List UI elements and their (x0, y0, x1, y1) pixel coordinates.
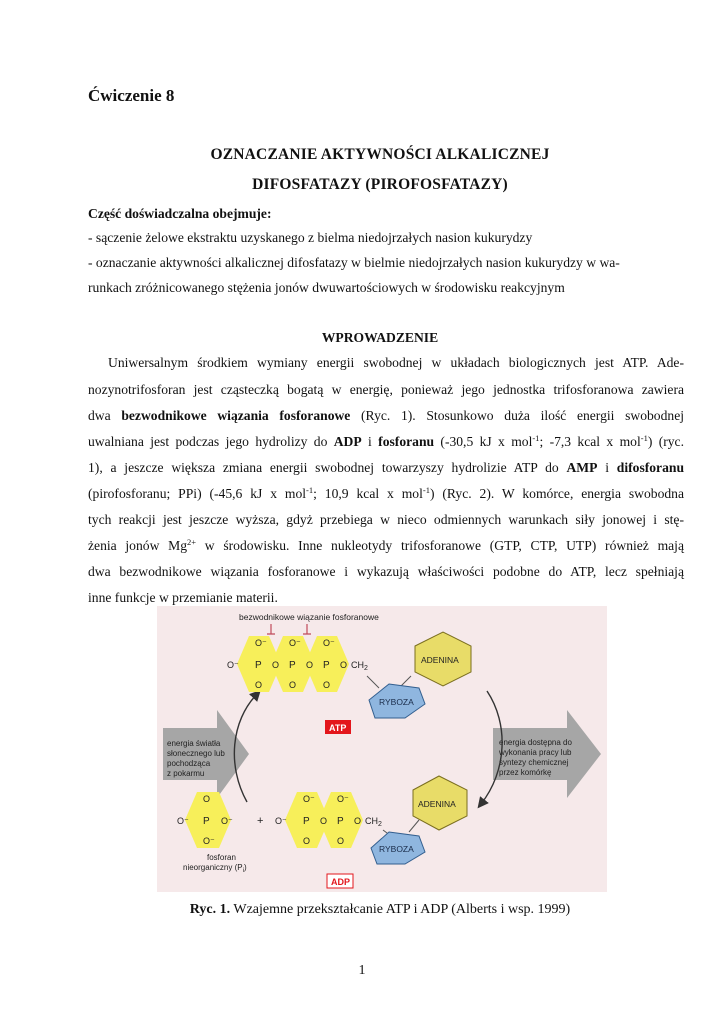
figure-atp-adp (157, 606, 607, 892)
svg-text:CH2: $CH_2$ (365, 816, 382, 828)
phosphate-caption: fosforan nieorganiczny $(P_i)$ (183, 853, 247, 874)
term-anhydride-bonds: bezwodnikowe wiązania fosforanowe (121, 408, 351, 423)
intro-line-6: (pirofosforanu; PPi) (-45,6 kJ x mol$^{-1}$; 10,9 kcal x mol$^{-1}$) (Ryc. 2). W komórce, energia swobodna (88, 485, 684, 501)
svg-text:energia dostępna dowykonania p: energia dostępna do wykonania pracy lub syntezy chemicznej przez komórkę (499, 738, 572, 777)
adp-phosphate-group (275, 792, 382, 848)
svg-text:O⁻O⁻O⁻: O⁻ O⁻ O⁻ (255, 638, 335, 648)
intro-line-1: Uniwersalnym środkiem wymiany energii swobodnej w układach biologicznych jest ATP. Ade- (108, 355, 684, 370)
svg-text:PPP: P P P (255, 660, 330, 671)
svg-text:PP: P P (303, 816, 344, 827)
right-energy-arrow (493, 710, 601, 798)
plus-sign: + (257, 815, 264, 827)
bond-label: bezwodnikowe wiązanie fosforanowe (239, 612, 379, 622)
atp-badge (325, 720, 351, 734)
experimental-item-1: - sączenie żelowe ekstraktu uzyskanego z bielma niedojrzałych nasion kukurydzy (88, 230, 533, 245)
figure-caption: Ryc. 1. Wzajemne przekształcanie ATP i ADP (Alberts i wsp. 1999) (189, 902, 571, 917)
svg-text:O⁻O⁻O⁻: O⁻ O⁻ O⁻ (275, 794, 349, 826)
svg-text:OOO: O O O (255, 680, 331, 690)
left-energy-arrow (163, 710, 249, 798)
intro-line-10: inne funkcje w przemianie materii. (88, 590, 278, 605)
main-title-line1: OZNACZANIE AKTYWNOŚCI ALKALICZNEJ (210, 146, 550, 163)
adp-ribose (371, 832, 425, 864)
svg-text:RYBOZA: RYBOZA (379, 844, 414, 854)
adp-badge (327, 874, 353, 888)
svg-text:OO⁻O⁻O⁻: O O⁻ O⁻ O⁻ (177, 794, 233, 846)
atp-adenine (415, 632, 471, 686)
svg-text:O⁻: O⁻ (227, 660, 239, 670)
svg-text:ADP: ADP (331, 877, 351, 887)
svg-text:ADENINA: ADENINA (421, 655, 459, 665)
atp-phosphate-group (227, 636, 368, 692)
svg-text:ATP: ATP (329, 723, 347, 733)
svg-text:P: P (203, 816, 210, 827)
experimental-item-2-line2: runkach zróżnicowanego stężenia jonów dwuwartościowych w środowisku reakcyjnym (88, 280, 565, 295)
intro-line-5: 1), a jeszcze większa zmiana energii swobodnej towarzyszy hydrolizie ATP do AMP i difosforanu (88, 460, 685, 475)
main-title-line2: DIFOSFATAZY (PIROFOSFATAZY) (252, 176, 508, 193)
atp-ribose (369, 684, 425, 718)
intro-line-7: tych reakcji jest jeszcze wyższa, gdyż przebiega w nieco odmiennych warunkach siły jonowej i stę- (88, 512, 684, 527)
term-phosphate: fosforanu (378, 434, 435, 449)
section-heading-introduction: WPROWADZENIE (321, 330, 439, 345)
svg-text:ADENINA: ADENINA (418, 799, 456, 809)
term-diphosphate: difosforanu (616, 460, 685, 475)
intro-line-2: nozynotrifosforan jest cząsteczką bogatą w energię, ponieważ jego jednostka trifosforanowa zawiera (88, 382, 684, 397)
experimental-heading: Część doświadczalna obejmuje: (88, 206, 272, 221)
term-amp: AMP (566, 460, 598, 475)
intro-line-3: dwa bezwodnikowe wiązania fosforanowe (Ryc. 1). Stosunkowo duża ilość energii swobodnej (88, 408, 685, 423)
experimental-item-2-line1: - oznaczanie aktywności alkalicznej difosfatazy w bielmie niedojrzałych nasion kukurydzy w wa- (88, 255, 620, 270)
svg-text:energia światłasłonecznego lub: energia światła słonecznego lub pochodząca z pokarmu (167, 739, 225, 778)
svg-text:CH2: $CH_2$ (351, 660, 368, 672)
svg-text:RYBOZA: RYBOZA (379, 697, 414, 707)
adp-adenine (413, 776, 467, 830)
intro-line-4: uwalniana jest podczas jego hydrolizy do ADP i fosforanu (-30,5 kJ x mol$^{-1}$; -7,3 kcal x mol$^{-1}$) (ryc. (88, 433, 684, 449)
svg-text:OOO: O O O (272, 660, 348, 670)
svg-text:OOOO: O O O O (303, 816, 362, 846)
inorganic-phosphate (177, 792, 233, 848)
intro-line-8: żenia jonów $Mg^{2+}$ w środowisku. Inne nukleotydy trifosforanowe (GTP, CTP, UTP) również mają (88, 537, 684, 553)
exercise-title: Ćwiczenie 8 (88, 86, 175, 105)
intro-line-9: dwa bezwodnikowe wiązania fosforanowe i wykazują właściwości podobne do ATP, lecz spełniają (88, 564, 684, 579)
term-adp: ADP (333, 434, 362, 449)
page-number: 1 (358, 963, 366, 978)
